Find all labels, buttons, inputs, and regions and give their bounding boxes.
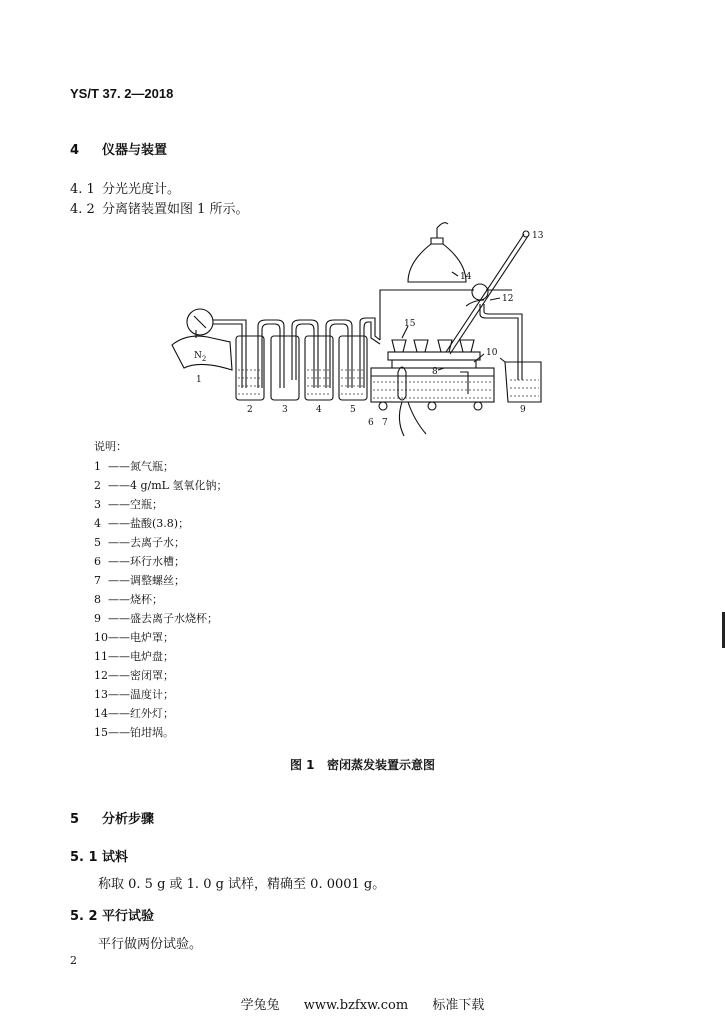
legend-item-number: 15: [94, 726, 108, 739]
wash-bottle-2: [236, 336, 264, 400]
legend-item-text: 氮气瓶；: [130, 460, 174, 473]
callout-8: 8: [432, 367, 438, 377]
footer-url[interactable]: www.bzfxw.com: [303, 998, 409, 1013]
legend-title: 说明：: [94, 440, 127, 453]
clause-text: 分离锗装置如图 1 所示。: [102, 202, 249, 217]
legend-item-text: 盐酸(3.8)；: [130, 517, 190, 530]
clause-5-2-text: 平行做两份试验。: [98, 937, 203, 952]
legend-list: [94, 457, 227, 742]
legend-dash: ——: [108, 707, 130, 720]
clause-5-2-heading: [70, 905, 154, 924]
legend-item-text: 调整螺丝；: [130, 574, 185, 587]
legend-item-text: 密闭罩；: [130, 669, 174, 682]
footer-tagline: 标准下载: [432, 998, 485, 1013]
furnace-plate: [388, 352, 480, 360]
legend-item: [94, 552, 227, 571]
wash-bottle-4: [305, 336, 333, 400]
legend-item-text: 电炉盘；: [130, 650, 174, 663]
legend-item-number: 12: [94, 669, 108, 682]
nitrogen-cylinder: [172, 336, 232, 370]
legend-item-number: 3: [94, 498, 101, 511]
clause-5-1-heading: [70, 846, 128, 865]
callout-3: 3: [282, 405, 288, 415]
legend-item-text: 温度计；: [130, 688, 174, 701]
section-number: 4: [70, 143, 80, 158]
legend-item: [94, 457, 227, 476]
legend-item-number: 1: [94, 460, 101, 473]
legend-dash: ——: [108, 555, 130, 568]
crucible: [460, 340, 474, 352]
legend-item: [94, 514, 227, 533]
legend-item: [94, 666, 227, 685]
legend-dash: ——: [108, 650, 130, 663]
legend-dash: ——: [108, 688, 130, 701]
legend-item-number: 4: [94, 517, 101, 530]
figure-caption: [0, 756, 725, 773]
wash-bottle-3: [271, 336, 299, 400]
clause-number: 5. 1: [70, 850, 98, 865]
legend-item-text: 烧杯；: [130, 593, 163, 606]
legend-item: [94, 704, 227, 723]
legend-item-number: 11: [94, 650, 108, 663]
legend-item-text: 电炉罩；: [130, 631, 174, 644]
legend-item: [94, 476, 227, 495]
legend-item-text: 环行水槽；: [130, 555, 185, 568]
legend-dash: ——: [108, 612, 130, 625]
legend-item-text: 空瓶；: [130, 498, 163, 511]
legend-dash: ——: [108, 726, 130, 739]
callout-12: 12: [502, 294, 514, 304]
legend-item: [94, 495, 227, 514]
callout-15: 15: [404, 319, 416, 329]
section-number: 5: [70, 812, 80, 827]
legend-item: [94, 723, 227, 742]
clause-number: 4. 1: [70, 182, 95, 197]
legend-item: [94, 590, 227, 609]
callout-6: 6: [368, 418, 374, 428]
callout-4: 4: [316, 405, 322, 415]
clause-5-1-text: 称取 0. 5 g 或 1. 0 g 试样，精确至 0. 0001 g。: [98, 877, 386, 892]
crucible: [414, 340, 428, 352]
callout-7: 7: [382, 418, 388, 428]
legend-dash: ——: [108, 593, 130, 606]
callout-13: 13: [532, 231, 544, 241]
wash-bottle-5: [339, 336, 367, 400]
callout-5: 5: [350, 405, 356, 415]
clause-number: 5. 2: [70, 909, 98, 924]
legend-item: [94, 609, 227, 628]
caption-title: 密闭蒸发装置示意图: [327, 758, 436, 772]
infrared-lamp: [408, 244, 466, 282]
legend-item-number: 8: [94, 593, 101, 606]
legend-item-number: 2: [94, 479, 101, 492]
callout-9: 9: [520, 405, 526, 415]
legend-item-number: 14: [94, 707, 108, 720]
legend-item: [94, 685, 227, 704]
clause-title: 试料: [102, 850, 129, 865]
clause-text: 分光光度计。: [102, 182, 181, 197]
thermometer: [446, 234, 524, 352]
legend-item-number: 5: [94, 536, 101, 549]
footer-site-name: 学兔兔: [240, 998, 280, 1013]
legend-item-text: 红外灯；: [130, 707, 174, 720]
clause-title: 平行试验: [102, 909, 155, 924]
legend-dash: ——: [108, 517, 130, 530]
legend-item-number: 7: [94, 574, 101, 587]
legend-dash: ——: [108, 460, 130, 473]
legend-item: [94, 647, 227, 666]
clause-number: 4. 2: [70, 202, 95, 217]
legend-dash: ——: [108, 574, 130, 587]
legend-item: [94, 571, 227, 590]
standard-code: YS/T 37. 2—2018: [70, 86, 174, 101]
page-number: 2: [70, 954, 77, 967]
legend-item: [94, 628, 227, 647]
legend-item-text: 4 g/mL 氢氧化钠；: [130, 479, 228, 492]
legend-dash: ——: [108, 498, 130, 511]
legend-dash: ——: [108, 669, 130, 682]
legend-dash: ——: [108, 479, 130, 492]
crucible: [392, 340, 406, 352]
footer-watermark: [0, 994, 725, 1013]
legend-dash: ——: [108, 631, 130, 644]
apparatus-diagram: [0, 0, 725, 440]
legend-item-number: 13: [94, 688, 108, 701]
legend-dash: ——: [108, 536, 130, 549]
legend-item: [94, 533, 227, 552]
callout-1: 1: [196, 375, 202, 385]
beaker-8: [398, 367, 406, 400]
callout-10: 10: [486, 348, 498, 358]
legend-item-text: 去离子水；: [130, 536, 185, 549]
section-5-heading: [70, 808, 154, 827]
legend-item-number: 6: [94, 555, 101, 568]
legend-item-number: 9: [94, 612, 101, 625]
callout-2: 2: [247, 405, 253, 415]
section-title: 仪器与装置: [102, 143, 168, 158]
legend-item-number: 10: [94, 631, 108, 644]
caption-label: 图 1: [289, 758, 315, 772]
gas-label: $N_2$: [194, 351, 207, 363]
section-title: 分析步骤: [102, 812, 155, 827]
legend-item-text: 盛去离子水烧杯；: [130, 612, 218, 625]
legend-item-text: 铂坩埚。: [130, 726, 174, 739]
callout-14: 14: [460, 272, 472, 282]
